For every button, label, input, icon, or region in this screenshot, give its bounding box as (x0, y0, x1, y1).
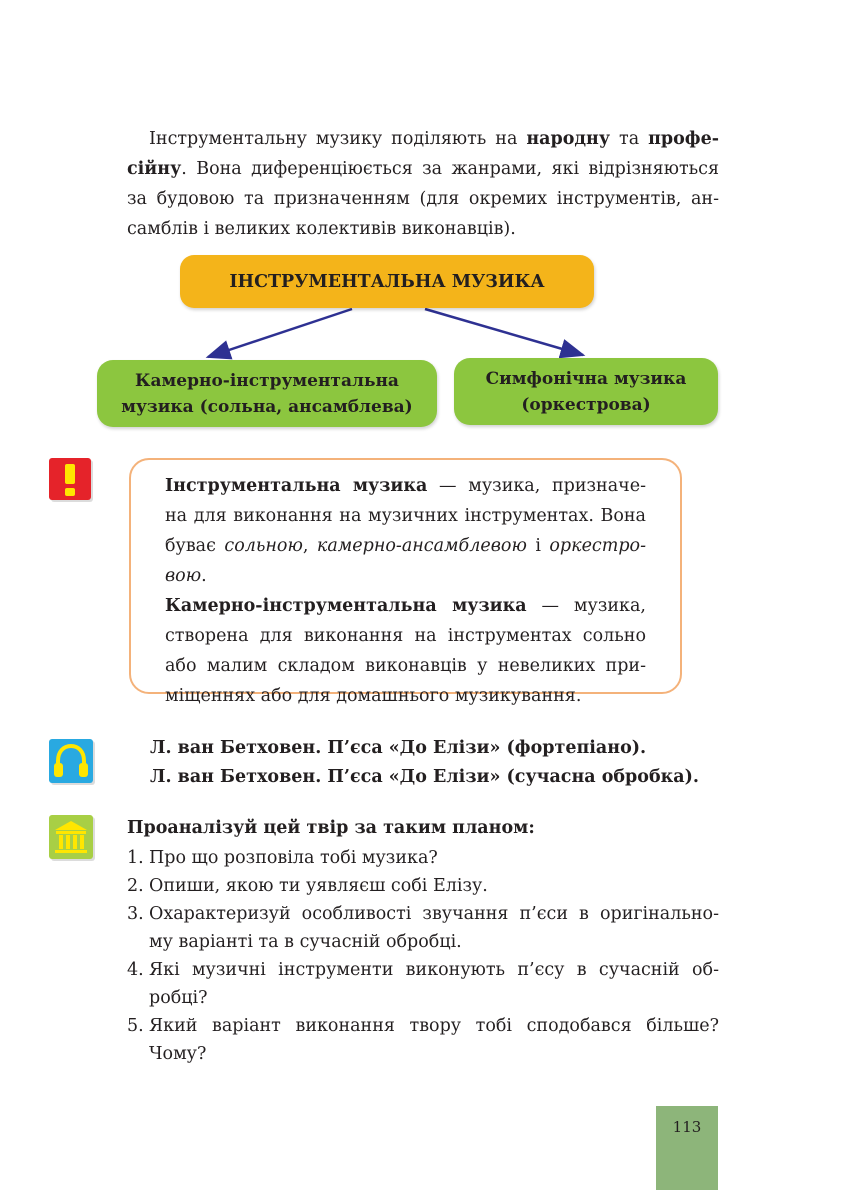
item-text: Які музичні інструменти виконують п’єсу в сучасній об- (149, 960, 719, 980)
definition-line: Інструментальна музика — музика, призначе- (165, 476, 646, 496)
definition-line: створена для виконання на інструментах сольно (165, 626, 646, 646)
item-number: 2. (127, 876, 144, 896)
item-text: Чому? (149, 1044, 207, 1064)
definition-line: на для виконання на музичних інструментах. Вона (165, 506, 646, 526)
analysis-item (127, 1012, 719, 1068)
arrow-right (425, 309, 583, 355)
definition-line: буває сольною, камерно-ансамблевою і оркестро- (165, 536, 646, 556)
definition-line: міщеннях або для домашнього музикування. (165, 686, 582, 706)
listening-item: Л. ван Бетховен. П’єса «До Елізи» (фортепіано). (150, 738, 647, 758)
item-number: 4. (127, 960, 144, 980)
item-text: робці? (149, 988, 208, 1008)
item-number: 3. (127, 904, 144, 924)
diagram-symphonic-label-1: Симфонічна музика (485, 368, 687, 389)
analysis-list (127, 844, 719, 1068)
diagram-symphonic-box (454, 358, 718, 425)
museum-icon (49, 815, 95, 861)
definition-box (129, 458, 682, 706)
definition-line: або малим складом виконавців у невеликих при- (165, 656, 646, 676)
analysis-item (127, 872, 719, 900)
diagram-chamber-label-1: Камерно-інструментальна (135, 370, 399, 391)
headphones-icon (49, 739, 95, 785)
page-number-tab (656, 1106, 718, 1190)
intro-line: сійну. Вона диференціюється за жанрами, які відрізняються (127, 159, 719, 179)
diagram-chamber-box (97, 360, 437, 427)
intro-line: за будовою та призначенням (для окремих інструментів, ан- (127, 189, 719, 209)
page-number: 113 (672, 1118, 702, 1136)
listening-item: Л. ван Бетховен. П’єса «До Елізи» (сучасна обробка). (150, 767, 699, 787)
definition-line: Камерно-інструментальна музика — музика, (165, 596, 646, 616)
intro-line: Інструментальну музику поділяють на народну та профе- (149, 129, 719, 149)
definition-line: вою. (165, 566, 207, 586)
item-text: Опиши, якою ти уявляєш собі Елізу. (149, 876, 488, 896)
analysis-title: Проаналізуй цей твір за таким планом: (127, 818, 535, 838)
exclamation-icon (49, 458, 94, 503)
intro-line: самблів і великих колективів виконавців). (127, 219, 516, 239)
arrow-left (208, 309, 352, 357)
analysis-item (127, 900, 719, 956)
analysis-item (127, 956, 719, 1012)
item-text: Про що розповіла тобі музика? (149, 848, 438, 868)
item-number: 1. (127, 848, 144, 868)
diagram-symphonic-label-2: (оркестрова) (521, 394, 651, 415)
diagram-chamber-label-2: музика (сольна, ансамблева) (121, 396, 413, 417)
item-text: му варіанті та в сучасній обробці. (149, 932, 462, 952)
item-text: Який варіант виконання твору тобі сподобався більше? (149, 1016, 719, 1036)
analysis-section (127, 814, 719, 1068)
listening-list (150, 734, 699, 792)
analysis-item (127, 844, 719, 872)
item-text: Охарактеризуй особливості звучання п’єси в оригінально- (149, 904, 719, 924)
diagram-root-box (180, 255, 594, 308)
diagram-root-label: ІНСТРУМЕНТАЛЬНА МУЗИКА (229, 271, 545, 292)
item-number: 5. (127, 1016, 144, 1036)
